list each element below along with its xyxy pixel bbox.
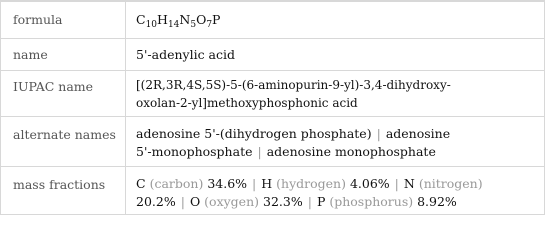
row-label-name: name bbox=[13, 47, 48, 62]
mass-percent: 4.06% bbox=[349, 176, 390, 191]
table-row-mass-fractions bbox=[1, 166, 544, 216]
table-row-iupac bbox=[1, 70, 544, 116]
formula-subscript: 5 bbox=[190, 20, 197, 30]
formula-subscript: 10 bbox=[145, 20, 158, 30]
mass-element-name: (hydrogen) bbox=[276, 176, 346, 191]
mass-percent: 32.3% bbox=[263, 194, 303, 209]
alternate-name: adenosine bbox=[385, 126, 451, 141]
iupac-line-1: [(2R,3R,4S,5S)-5-(6-aminopurin-9-yl)-3,4-dihydroxy- bbox=[136, 78, 451, 92]
iupac-line-2: oxolan-2-yl]methoxyphosphonic acid bbox=[136, 96, 358, 110]
alternate-name: 5'-monophosphate bbox=[136, 144, 253, 159]
alternate-name: adenosine 5'-(dihydrogen phosphate) bbox=[136, 126, 372, 141]
iupac-value bbox=[136, 76, 451, 112]
table-row-formula bbox=[1, 1, 544, 38]
mass-element-name: (oxygen) bbox=[204, 194, 260, 209]
formula-element: N bbox=[179, 12, 191, 27]
mass-percent: 20.2% bbox=[136, 194, 176, 209]
mass-percent: 34.6% bbox=[207, 176, 248, 191]
table-row-alternate-names bbox=[1, 116, 544, 166]
formula-element: P bbox=[212, 12, 221, 27]
mass-symbol: P bbox=[316, 194, 326, 209]
mass-element-name: (nitrogen) bbox=[418, 176, 483, 191]
alternate-name: adenosine monophosphate bbox=[266, 144, 436, 159]
formula-element: O bbox=[196, 12, 207, 27]
mass-fractions-value bbox=[136, 175, 483, 211]
row-label-mass-fractions: mass fractions bbox=[13, 177, 106, 192]
separator: | bbox=[376, 126, 381, 141]
mass-symbol: C bbox=[136, 176, 146, 191]
name-value: 5'-adenylic acid bbox=[136, 47, 235, 62]
row-label-alternate-names: alternate names bbox=[13, 127, 116, 142]
separator: | bbox=[252, 176, 257, 191]
mass-symbol: H bbox=[261, 176, 273, 191]
formula-element: H bbox=[157, 12, 168, 27]
mass-symbol: N bbox=[403, 176, 415, 191]
separator: | bbox=[394, 176, 399, 191]
row-label-formula: formula bbox=[13, 12, 63, 27]
formula-element: C bbox=[136, 12, 146, 27]
mass-percent: 8.92% bbox=[417, 194, 457, 209]
table-row-name bbox=[1, 38, 544, 70]
mass-element-name: (phosphorus) bbox=[329, 194, 414, 209]
mass-symbol: O bbox=[189, 194, 201, 209]
alternate-names-value bbox=[136, 125, 450, 161]
formula-value bbox=[136, 11, 220, 29]
row-label-iupac: IUPAC name bbox=[13, 79, 94, 94]
separator: | bbox=[257, 144, 262, 159]
formula-subscript: 7 bbox=[206, 20, 213, 30]
separator: | bbox=[307, 194, 312, 209]
mass-element-name: (carbon) bbox=[149, 176, 204, 191]
separator: | bbox=[180, 194, 185, 209]
formula-subscript: 14 bbox=[167, 20, 180, 30]
